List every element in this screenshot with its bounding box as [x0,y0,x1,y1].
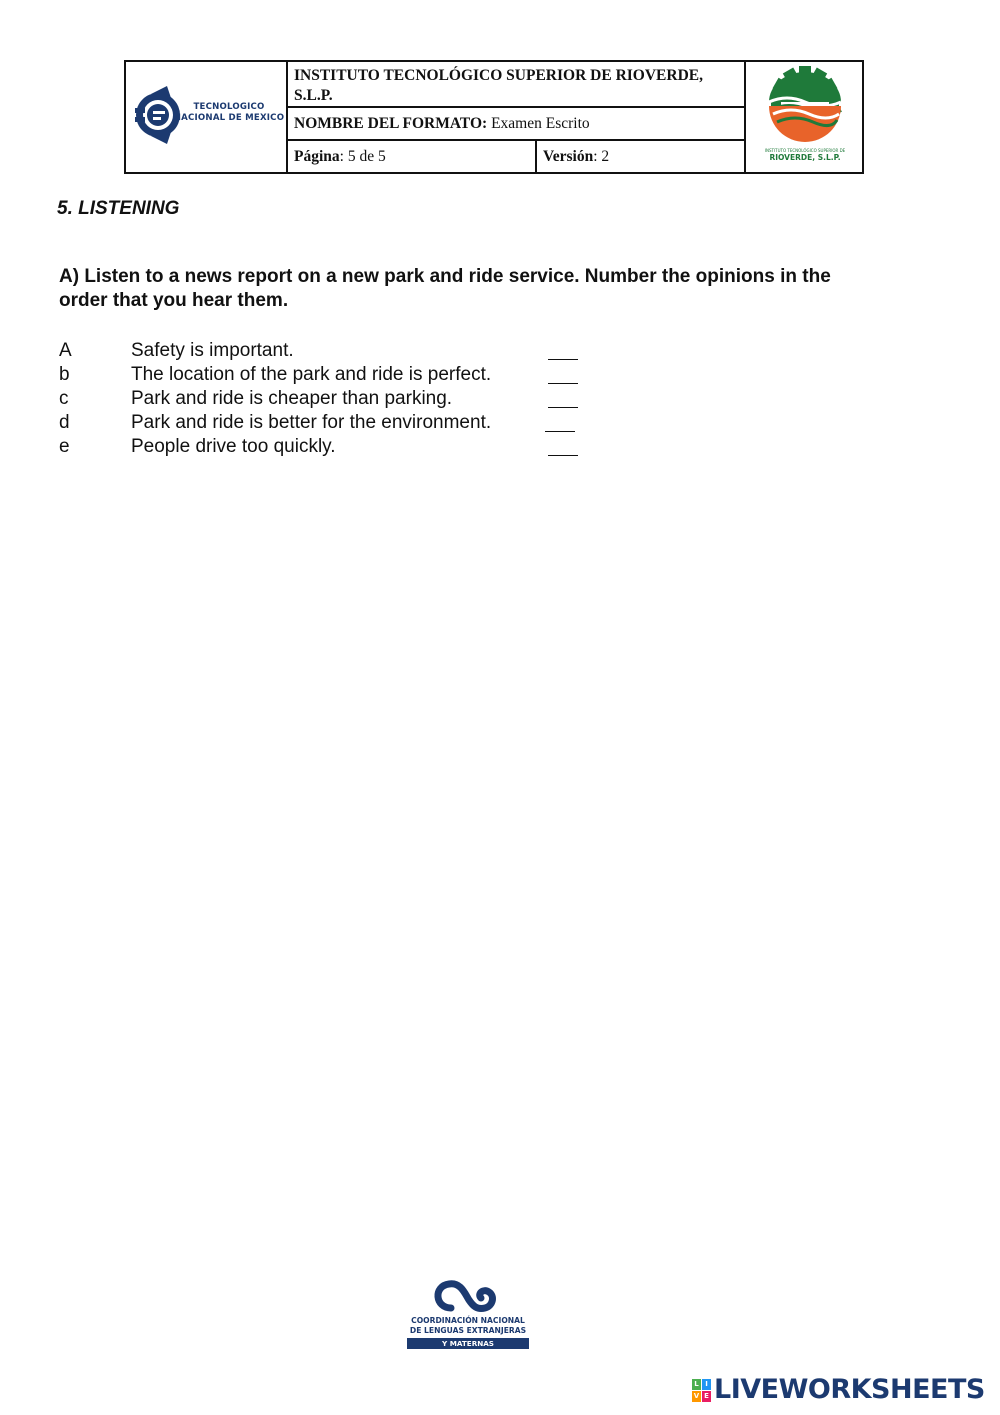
item-letter: b [59,364,70,385]
page-label: Página [294,148,340,165]
badge-e: E [702,1391,711,1402]
answer-blank[interactable] [548,387,578,408]
item-text: People drive too quickly. [131,436,336,457]
page-value: : 5 de 5 [339,148,386,165]
badge-i: I [702,1379,711,1390]
version-value: : 2 [593,148,610,165]
document-header [124,60,864,174]
badge-l: L [692,1379,701,1390]
live-badge-icon [692,1379,712,1403]
itsr-logo-text [756,148,854,162]
item-text: Park and ride is cheaper than parking. [131,388,453,409]
instruction-text: A) Listen to a news report on a new park and ride service. Number the opinions in the order that you hear them. [59,266,831,311]
version-label: Versión [543,148,594,165]
item-text: Safety is important. [131,340,294,361]
list-item [59,363,599,387]
institute-name: INSTITUTO TECNOLÓGICO SUPERIOR DE RIOVERDE, S.L.P. [288,62,744,108]
cnle-line-2: DE LENGUAS EXTRANJERAS [409,1326,527,1335]
list-item [59,387,599,411]
page-cell [288,141,537,172]
tecnm-line-2: NACIONAL DE MEXICO [173,113,285,123]
answer-blank[interactable] [548,339,578,360]
list-item [59,435,599,459]
version-cell [537,141,744,172]
itsr-small-text: INSTITUTO TECNOLÓGICO SUPERIOR DE [764,148,846,153]
tecnm-logo [126,62,288,172]
item-letter: A [59,340,72,361]
tecnm-line-1: TECNOLOGICO [193,102,265,112]
format-label: NOMBRE DEL FORMATO: [294,115,488,132]
item-letter: c [59,388,69,409]
item-text: Park and ride is better for the environment. [131,412,492,433]
liveworksheets-text: LIVEWORKSHEETS [714,1374,985,1405]
badge-v: V [693,1392,700,1400]
cnle-logo [405,1278,531,1350]
answer-blank[interactable] [545,411,575,432]
itsr-big-text: RIOVERDE, S.L.P. [769,153,841,162]
section-title: 5. LISTENING [57,198,180,219]
opinion-list [59,339,599,459]
wave-icon [405,1278,531,1316]
item-text: The location of the park and ride is perfect. [131,364,492,385]
list-item [59,339,599,363]
format-name-cell [288,108,744,141]
itsr-logo [744,62,862,172]
format-value: Examen Escrito [491,115,590,132]
tecnm-logo-text [172,102,286,124]
cnle-text [405,1316,531,1336]
item-letter: e [59,436,70,457]
cnle-bar: Y MATERNAS [407,1338,529,1349]
itsr-gear-icon [763,66,847,146]
list-item [59,411,599,435]
answer-blank[interactable] [548,363,578,384]
answer-blank[interactable] [548,435,578,456]
item-letter: d [59,412,70,433]
cnle-line-1: COORDINACIÓN NACIONAL [411,1316,525,1325]
